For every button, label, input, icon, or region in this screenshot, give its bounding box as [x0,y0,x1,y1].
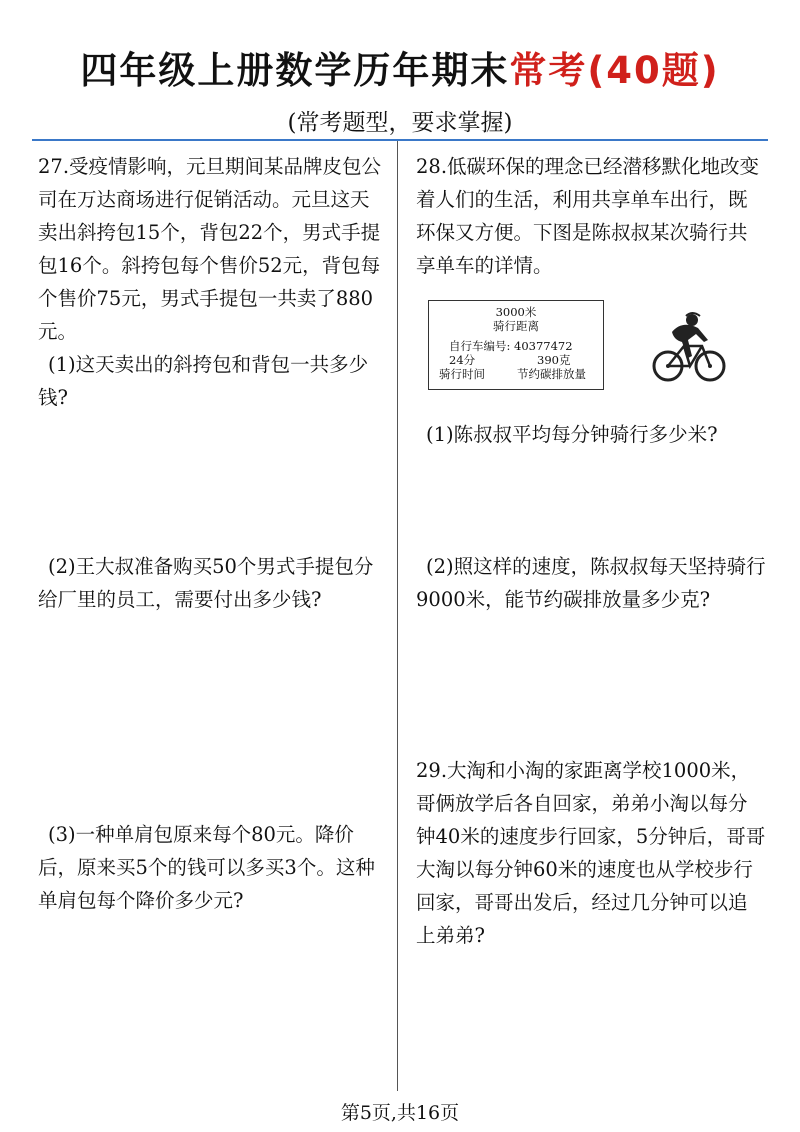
page-title [0,40,800,94]
q27-part2: (2)王大叔准备购买50个男式手提包分给厂里的员工，需要付出多少钱? [38,555,374,611]
q27-part1: (1)这天卖出的斜挎包和背包一共多少钱? [38,353,369,409]
q27-part3: (3)一种单肩包原来每个80元。降价后，原来买5个的钱可以多买3个。这种单肩包每个降价多少元? [38,823,375,912]
ride-distance-value: 3000米 [495,305,537,319]
q28-part1: (1)陈叔叔平均每分钟骑行多少米? [426,423,718,446]
ride-distance-label: 骑行距离 [493,319,539,333]
ride-detail-card [428,300,604,390]
q27-stem: 27.受疫情影响，元旦期间某品牌皮包公司在万达商场进行促销活动。元旦这天卖出斜挎包15个，背包22个，男式手提包16个。斜挎包每个售价52元，背包每个售价75元，男式手提包一共卖了880元。 [38,155,382,343]
header-divider [32,139,768,141]
q29-stem: 29.大淘和小淘的家距离学校1000米，哥俩放学后各自回家，弟弟小淘以每分钟40米的速度步行回家，5分钟后，哥哥大淘以每分钟60米的速度也从学校步行回家，哥哥出发后，经过几分钟可以追上弟弟? [416,759,766,947]
carbon-label: 节约碳排放量 [517,367,586,381]
cyclist-icon [652,310,726,386]
title-main: 四年级上册数学历年期末 [80,49,510,92]
ride-time-label: 骑行时间 [439,367,485,381]
column-divider [397,141,398,1091]
carbon-value: 390克 [537,353,571,367]
q28-part2: (2)照这样的速度，陈叔叔每天坚持骑行9000米，能节约碳排放量多少克? [416,555,766,611]
page-subtitle: (常考题型，要求掌握) [287,110,513,136]
page-number: 第5页,共16页 [340,1102,460,1124]
ride-time-value: 24分 [449,353,476,367]
title-highlight: 常考(40题) [509,49,720,92]
bike-number: 自行车编号: 40377472 [449,339,573,353]
q28-stem: 28.低碳环保的理念已经潜移默化地改变着人们的生活，利用共享单车出行，既环保又方便。下图是陈叔叔某次骑行共享单车的详情。 [416,155,760,277]
